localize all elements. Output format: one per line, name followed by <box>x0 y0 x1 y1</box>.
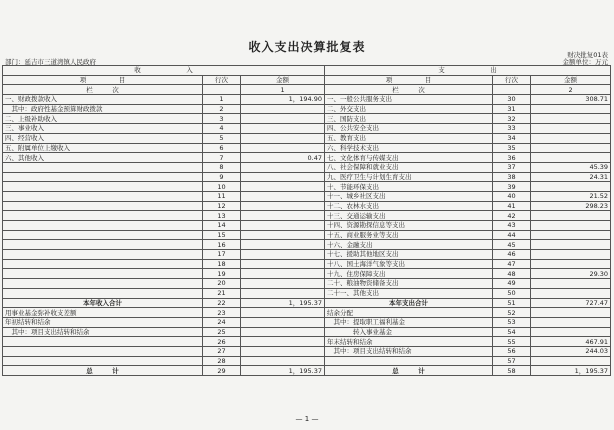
expense-line-number: 43 <box>493 221 531 231</box>
income-amount <box>241 143 325 153</box>
expense-line-number: 33 <box>493 124 531 134</box>
expense-item: 十七、援助其他地区支出 <box>325 250 493 260</box>
table-body <box>3 95 611 376</box>
income-line-number: 10 <box>203 182 241 192</box>
expense-line-number: 40 <box>493 191 531 201</box>
expense-item: 九、医疗卫生与计划生育支出 <box>325 172 493 182</box>
budget-table <box>2 65 611 376</box>
income-line-number: 13 <box>203 211 241 221</box>
income-amount: 1，194.90 <box>241 95 325 105</box>
income-item <box>3 250 203 260</box>
table-row <box>3 356 611 366</box>
expense-group-header: 支 出 <box>325 66 611 76</box>
expense-amount: 308.71 <box>531 95 611 105</box>
income-item <box>3 162 203 172</box>
page-title: 收入支出决算批复表 <box>248 40 366 54</box>
expense-line-number: 55 <box>493 337 531 347</box>
expense-item: 十三、交通运输支出 <box>325 211 493 221</box>
expense-amount-header: 金额 <box>531 75 611 85</box>
table-row <box>3 95 611 105</box>
table-row <box>3 279 611 289</box>
income-item-header: 项 目 <box>3 75 203 85</box>
income-item <box>3 259 203 269</box>
expense-line-number: 36 <box>493 153 531 163</box>
expense-amount: 727.47 <box>531 298 611 308</box>
income-item <box>3 269 203 279</box>
income-line-number: 1 <box>203 95 241 105</box>
expense-amount <box>531 230 611 240</box>
expense-amount: 1，195.37 <box>531 366 611 376</box>
income-item <box>3 279 203 289</box>
income-line-number: 8 <box>203 162 241 172</box>
expense-line-number: 50 <box>493 288 531 298</box>
expense-item: 三、国防支出 <box>325 114 493 124</box>
income-item: 五、附属单位上缴收入 <box>3 143 203 153</box>
expense-line-number: 45 <box>493 240 531 250</box>
expense-item: 二、外交支出 <box>325 104 493 114</box>
expense-line-number: 44 <box>493 230 531 240</box>
income-amount <box>241 240 325 250</box>
table-row <box>3 346 611 356</box>
expense-amount <box>531 317 611 327</box>
table-row <box>3 259 611 269</box>
expense-line-number: 42 <box>493 211 531 221</box>
income-line-number: 6 <box>203 143 241 153</box>
expense-line-number: 49 <box>493 279 531 289</box>
expense-item: 十一、城乡社区支出 <box>325 191 493 201</box>
expense-amount: 244.03 <box>531 346 611 356</box>
income-item <box>3 240 203 250</box>
income-amount <box>241 230 325 240</box>
income-line-number: 29 <box>203 366 241 376</box>
income-amount <box>241 124 325 134</box>
table-row <box>3 221 611 231</box>
table-row <box>3 162 611 172</box>
income-line-number: 7 <box>203 153 241 163</box>
expense-line-number: 31 <box>493 104 531 114</box>
expense-amount: 298.23 <box>531 201 611 211</box>
table-row <box>3 201 611 211</box>
income-item: 用事业基金弥补收支差额 <box>3 308 203 318</box>
expense-item: 总 计 <box>325 366 493 376</box>
expense-line-number: 41 <box>493 201 531 211</box>
expense-item: 二十、粮油物资储备支出 <box>325 279 493 289</box>
income-amount <box>241 259 325 269</box>
income-line-number: 15 <box>203 230 241 240</box>
expense-item: 六、科学技术支出 <box>325 143 493 153</box>
expense-line-number: 54 <box>493 327 531 337</box>
income-amount <box>241 288 325 298</box>
income-item: 二、上级补助收入 <box>3 114 203 124</box>
expense-item: 四、公共安全支出 <box>325 124 493 134</box>
expense-item: 十九、住房保障支出 <box>325 269 493 279</box>
expense-item: 十六、金融支出 <box>325 240 493 250</box>
income-item: 三、事业收入 <box>3 124 203 134</box>
income-column-line-empty <box>203 85 241 95</box>
table-row <box>3 124 611 134</box>
expense-line-number: 38 <box>493 172 531 182</box>
expense-amount: 45.39 <box>531 162 611 172</box>
expense-item: 年末结转和结余 <box>325 337 493 347</box>
expense-item <box>325 356 493 366</box>
form-number: 财决批复01表 <box>567 51 608 59</box>
income-column-number: 1 <box>241 85 325 95</box>
income-amount: 1，195.37 <box>241 298 325 308</box>
income-line-number: 17 <box>203 250 241 260</box>
expense-item: 五、教育支出 <box>325 133 493 143</box>
income-group-header: 收 入 <box>3 66 325 76</box>
expense-column-label: 栏 次 <box>325 85 493 95</box>
expense-item: 二十一、其他支出 <box>325 288 493 298</box>
income-amount-header: 金额 <box>241 75 325 85</box>
table-row <box>3 104 611 114</box>
table-row <box>3 133 611 143</box>
expense-item: 转入事业基金 <box>325 327 493 337</box>
income-line-number: 4 <box>203 124 241 134</box>
expense-item: 其中：项目支出结转和结余 <box>325 346 493 356</box>
income-line-number: 27 <box>203 346 241 356</box>
table-row <box>3 182 611 192</box>
income-item: 年初结转和结余 <box>3 317 203 327</box>
income-item <box>3 182 203 192</box>
expense-amount: 21.52 <box>531 191 611 201</box>
expense-item: 十八、国土海洋气象等支出 <box>325 259 493 269</box>
income-amount <box>241 346 325 356</box>
table-row <box>3 114 611 124</box>
income-item: 六、其他收入 <box>3 153 203 163</box>
income-line-number: 20 <box>203 279 241 289</box>
expense-amount: 29.30 <box>531 269 611 279</box>
income-item: 总 计 <box>3 366 203 376</box>
income-amount: 0.47 <box>241 153 325 163</box>
expense-amount: 24.31 <box>531 172 611 182</box>
expense-line-number: 58 <box>493 366 531 376</box>
expense-item: 十四、资源勘探信息等支出 <box>325 221 493 231</box>
table-row <box>3 191 611 201</box>
income-amount <box>241 221 325 231</box>
table-row <box>3 153 611 163</box>
expense-amount <box>531 221 611 231</box>
expense-item: 其中：提取职工福利基金 <box>325 317 493 327</box>
income-amount <box>241 182 325 192</box>
table-row <box>3 250 611 260</box>
income-item <box>3 356 203 366</box>
expense-line-number: 47 <box>493 259 531 269</box>
income-column-label: 栏 次 <box>3 85 203 95</box>
income-amount <box>241 356 325 366</box>
income-amount <box>241 317 325 327</box>
income-item: 其中：政府性基金预算财政拨款 <box>3 104 203 114</box>
income-amount <box>241 211 325 221</box>
income-amount <box>241 172 325 182</box>
expense-column-number: 2 <box>531 85 611 95</box>
table-row <box>3 327 611 337</box>
expense-amount <box>531 153 611 163</box>
income-item <box>3 337 203 347</box>
income-item <box>3 288 203 298</box>
expense-line-number: 56 <box>493 346 531 356</box>
income-line-number: 2 <box>203 104 241 114</box>
expense-line-number: 34 <box>493 133 531 143</box>
income-line-number: 19 <box>203 269 241 279</box>
expense-line-number: 46 <box>493 250 531 260</box>
table-row <box>3 240 611 250</box>
income-item: 四、经营收入 <box>3 133 203 143</box>
income-line-number: 21 <box>203 288 241 298</box>
page-number: — 1 — <box>295 415 319 423</box>
expense-line-number: 51 <box>493 298 531 308</box>
income-item: 本年收入合计 <box>3 298 203 308</box>
income-line-number: 18 <box>203 259 241 269</box>
expense-amount <box>531 124 611 134</box>
income-amount: 1，195.37 <box>241 366 325 376</box>
expense-amount <box>531 288 611 298</box>
table-row <box>3 308 611 318</box>
expense-item: 结余分配 <box>325 308 493 318</box>
department-label: 部门：延吉市三道湾镇人民政府 <box>5 58 96 66</box>
expense-amount <box>531 250 611 260</box>
income-item <box>3 201 203 211</box>
expense-amount <box>531 104 611 114</box>
expense-amount: 467.91 <box>531 337 611 347</box>
expense-amount <box>531 182 611 192</box>
expense-item: 本年支出合计 <box>325 298 493 308</box>
income-line-number: 3 <box>203 114 241 124</box>
income-line-number: 23 <box>203 308 241 318</box>
table-row <box>3 288 611 298</box>
expense-item: 十二、农林水支出 <box>325 201 493 211</box>
income-amount <box>241 201 325 211</box>
amount-unit-label: 金额单位：万元 <box>562 58 608 66</box>
expense-line-number: 48 <box>493 269 531 279</box>
expense-line-number: 57 <box>493 356 531 366</box>
income-amount <box>241 104 325 114</box>
expense-amount <box>531 240 611 250</box>
expense-amount <box>531 211 611 221</box>
expense-amount <box>531 143 611 153</box>
income-line-number: 24 <box>203 317 241 327</box>
table-row <box>3 337 611 347</box>
income-line-number: 16 <box>203 240 241 250</box>
income-item: 一、财政拨款收入 <box>3 95 203 105</box>
income-amount <box>241 133 325 143</box>
income-item <box>3 172 203 182</box>
expense-item: 七、文化体育与传媒支出 <box>325 153 493 163</box>
expense-amount <box>531 279 611 289</box>
expense-amount <box>531 308 611 318</box>
expense-line-number: 30 <box>493 95 531 105</box>
expense-line-number: 37 <box>493 162 531 172</box>
expense-line-number: 52 <box>493 308 531 318</box>
income-line-number: 25 <box>203 327 241 337</box>
expense-amount <box>531 133 611 143</box>
income-line-header: 行次 <box>203 75 241 85</box>
income-amount <box>241 279 325 289</box>
income-line-number: 14 <box>203 221 241 231</box>
income-line-number: 22 <box>203 298 241 308</box>
table-row <box>3 269 611 279</box>
income-item <box>3 230 203 240</box>
income-amount <box>241 327 325 337</box>
income-item <box>3 191 203 201</box>
expense-item-header: 项 目 <box>325 75 493 85</box>
income-line-number: 11 <box>203 191 241 201</box>
income-line-number: 5 <box>203 133 241 143</box>
income-amount <box>241 308 325 318</box>
expense-line-header: 行次 <box>493 75 531 85</box>
income-amount <box>241 337 325 347</box>
expense-line-number: 39 <box>493 182 531 192</box>
table-row <box>3 211 611 221</box>
expense-amount <box>531 356 611 366</box>
expense-amount <box>531 327 611 337</box>
income-amount <box>241 114 325 124</box>
expense-line-number: 35 <box>493 143 531 153</box>
table-row <box>3 366 611 376</box>
income-amount <box>241 269 325 279</box>
expense-column-line-empty <box>493 85 531 95</box>
expense-amount <box>531 114 611 124</box>
table-row <box>3 172 611 182</box>
table-row <box>3 143 611 153</box>
table-row <box>3 317 611 327</box>
expense-item: 一、一般公共服务支出 <box>325 95 493 105</box>
income-item <box>3 346 203 356</box>
income-amount <box>241 191 325 201</box>
income-line-number: 9 <box>203 172 241 182</box>
expense-amount <box>531 259 611 269</box>
income-amount <box>241 162 325 172</box>
expense-line-number: 53 <box>493 317 531 327</box>
expense-line-number: 32 <box>493 114 531 124</box>
table-row <box>3 298 611 308</box>
income-item: 其中：项目支出结转和结余 <box>3 327 203 337</box>
income-amount <box>241 250 325 260</box>
income-line-number: 28 <box>203 356 241 366</box>
income-line-number: 26 <box>203 337 241 347</box>
income-line-number: 12 <box>203 201 241 211</box>
expense-item: 十、节能环保支出 <box>325 182 493 192</box>
income-item <box>3 211 203 221</box>
table-row <box>3 230 611 240</box>
expense-item: 十五、商业服务业等支出 <box>325 230 493 240</box>
income-item <box>3 221 203 231</box>
expense-item: 八、社会保障和就业支出 <box>325 162 493 172</box>
